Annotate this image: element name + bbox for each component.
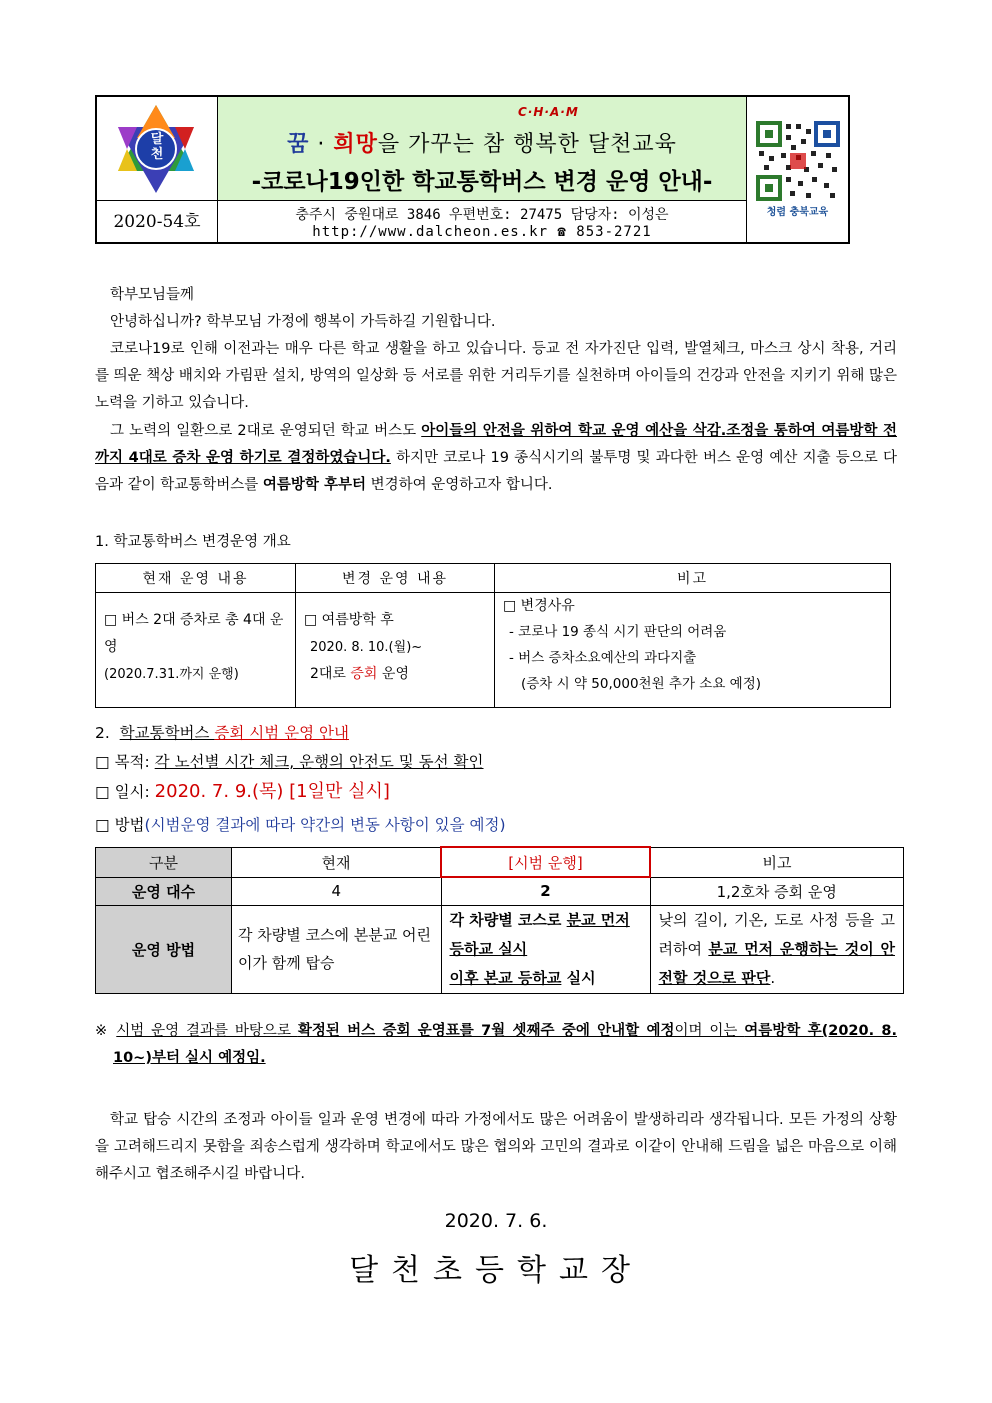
address-line: 충주시 중원대로 3846 우편번호: 27475 담당자: 이성은 [295, 207, 669, 223]
signature-principal: 달천초등학교장 [349, 1253, 643, 1288]
row-method-label: 운영 방법 [96, 905, 232, 993]
current-line-1: □ 버스 2대 증차로 총 4대 운영 [104, 612, 284, 655]
para3-after-vacation: 여름방학 후부터 [262, 477, 367, 493]
row-method-trial: 각 차량별 코스로 분교 먼저 등하교 실시 이후 본교 등하교 실시 [441, 905, 650, 993]
trial-date: 2020. 7. 9.(목) [1일만 실시] [154, 781, 390, 802]
header-title-box [218, 97, 746, 201]
col-header-changed: 변경 운영 내용 [296, 564, 495, 593]
cell-changed [296, 593, 495, 708]
purpose-text: 각 노선별 시간 체크, 운행의 안전도 및 동선 확인 [154, 753, 484, 771]
hdr-category: 구분 [96, 847, 232, 877]
row-bus-count-label: 운영 대수 [96, 877, 232, 905]
changed-line-1: □ 여름방학 후 [304, 612, 394, 628]
hdr-current: 현재 [232, 847, 442, 877]
row-bus-count-current: 4 [232, 877, 442, 905]
greeting: 학부모님들께 [110, 287, 195, 303]
current-line-2: (2020.7.31.까지 운행) [104, 667, 239, 682]
cell-current [96, 593, 296, 708]
qr-panel [746, 97, 848, 242]
cell-remarks [495, 593, 891, 708]
section-1-heading: 1. 학교통학버스 변경운영 개요 [95, 534, 291, 550]
school-logo [97, 97, 218, 201]
para3-intro: 그 노력의 일환으로 2대로 운영되던 학교 버스도 [110, 423, 422, 439]
document-number: 2020-54호 [97, 201, 218, 244]
remarks-line-1: □ 변경사유 [503, 598, 575, 614]
trial-label: 증회 시범 운영 안내 [214, 724, 349, 742]
para3-however: 하지만 코로나 19 종식시기의 불투명 및 과다한 버스 운영 예산 지출 등으로 다음과 같이 학교통학버스를 [95, 450, 898, 493]
remarks-line-2: - 코로나 19 종식 시기 판단의 어려움 [509, 624, 727, 640]
para3-decision: 아이들의 안전을 위하여 학교 운영 예산을 삭감.조정을 통하여 여름방학 전까지 4대로 증차 운영 하기로 결정하였습니다. [95, 423, 897, 466]
date-line: □ 일시: 2020. 7. 9.(목) [1일만 실시] [95, 781, 390, 802]
paragraph-2: 코로나19로 인해 이전과는 매우 다른 학교 생활을 하고 있습니다. 등교 전 자가진단 입력, 발열체크, 마스크 상시 착용, 거리를 띄운 책상 배치와 가림판 설치, 방역의 일상화 등 서로를 위한 거리두기를 실천하며 아이들의 건강과 안전을 지키기 위해 많은 노력을 기하고 있습니다. [95, 341, 897, 411]
trial-table [95, 846, 904, 994]
slogan [218, 127, 746, 158]
col-header-remarks: 비고 [495, 564, 891, 593]
row-bus-count-note: 1,2호차 증회 운영 [650, 877, 904, 905]
hdr-remarks: 비고 [650, 847, 904, 877]
method-note: (시범운영 결과에 따라 약간의 변동 사항이 있을 예정) [144, 816, 506, 834]
para3-end: 변경하여 운영하고자 합니다. [366, 477, 553, 493]
logo-char-bottom: 천 [150, 147, 164, 162]
row-bus-count-trial: 2 [441, 877, 650, 905]
document-title: -코로나19인한 학교통학버스 변경 운영 안내- [251, 169, 713, 195]
increase-trips: 증회 [350, 666, 378, 682]
method-line: □ 방법(시범운영 결과에 따라 약간의 변동 사항이 있을 예정) [95, 816, 506, 834]
section-2-heading: 2. 학교통학버스 증회 시범 운영 안내 [95, 724, 349, 742]
slogan-dream: 꿈 [287, 132, 310, 157]
remarks-line-4: (증차 시 약 50,000천원 추가 소요 예정) [521, 676, 762, 692]
contact-info [218, 201, 746, 244]
slogan-end: 행복한 달천교육 [513, 132, 677, 157]
cham-label: C·H·A·M [518, 105, 579, 119]
changed-line-3: 2대로 증회 운영 [310, 666, 409, 682]
logo-char-top: 달 [150, 132, 164, 147]
signature-date: 2020. 7. 6. [444, 1210, 548, 1232]
paragraph-1: 안녕하십니까? 학부모님 가정에 행복이 가득하길 기원합니다. [110, 314, 496, 330]
notice: ※ 시범 운영 결과를 바탕으로 확정된 버스 증회 운영표를 7월 셋째주 중에 안내할 예정이며 이는 여름방학 후(2020. 8. 10~)부터 실시 예정임. [95, 1023, 898, 1066]
row-method-current: 각 차량별 코스에 본분교 어린이가 함께 탑승 [232, 905, 442, 993]
changed-line-2: 2020. 8. 10.(월)~ [310, 640, 423, 655]
closing-paragraph: 학교 탑승 시간의 조정과 아이들 일과 운영 변경에 따라 가정에서도 많은 어려움이 발생하리라 생각됩니다. 모든 가정의 상황을 고려해드리지 못함을 죄송스럽게 생각하며 학교에서도 많은 협의와 고민의 결과로 이같이 안내해 드림을 넓은 마음으로 이해해주시고 협조해주시길 바랍니다. [95, 1112, 897, 1182]
remarks-line-3: - 버스 증차소요예산의 과다지출 [509, 650, 697, 666]
slogan-hope: 희망 [333, 132, 378, 157]
hdr-trial: [시범 운행] [441, 847, 650, 877]
slogan-dot: · [317, 132, 326, 157]
paragraph-3 [95, 418, 897, 499]
purpose-line: □ 목적: 각 노선별 시간 체크, 운행의 안전도 및 동선 확인 [95, 753, 484, 771]
col-header-current: 현재 운영 내용 [96, 564, 296, 593]
letterhead [95, 95, 850, 244]
slogan-mid: 을 가꾸는 참 [377, 132, 506, 157]
url-phone-line: http://www.dalcheon.es.kr ☎ 853-2721 [312, 224, 652, 240]
row-method-note: 낮의 길이, 기온, 도로 사정 등을 고려하여 분교 먼저 운행하는 것이 안전할 것으로 판단. [650, 905, 904, 993]
qr-caption: 청렴 충북교육 [766, 207, 829, 218]
overview-table [95, 563, 891, 708]
qr-code-icon[interactable] [756, 121, 840, 201]
notice-schedule: 확정된 버스 증회 운영표를 7월 셋째주 중에 안내할 예정 [297, 1023, 675, 1039]
